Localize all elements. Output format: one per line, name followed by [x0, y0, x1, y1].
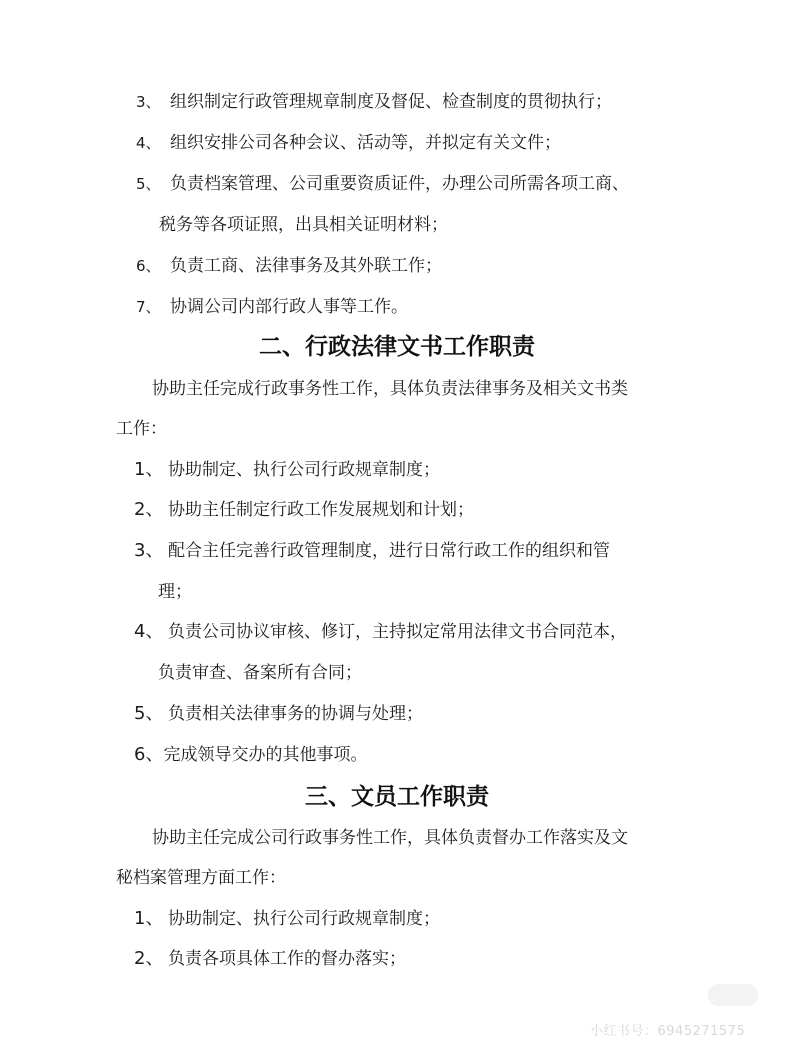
item-number: 2、	[134, 499, 164, 520]
item-number: 1、	[134, 908, 164, 929]
watermark-text: 小红书号：6945271575	[590, 1024, 746, 1039]
item-text: 协助制定、执行公司行政规章制度；	[168, 909, 440, 929]
item-number: 7、	[136, 298, 161, 316]
list-item	[134, 539, 610, 563]
section-intro-continuation: 工作：	[116, 419, 167, 439]
watermark-logo	[708, 984, 758, 1006]
item-text: 配合主任完善行政管理制度，进行日常行政工作的组织和管	[168, 541, 610, 561]
list-item	[134, 907, 440, 931]
item-number: 1、	[134, 459, 164, 480]
section-intro-continuation: 秘档案管理方面工作：	[116, 868, 286, 888]
item-text: 组织制定行政管理规章制度及督促、检查制度的贯彻执行；	[170, 92, 612, 112]
item-number: 6、	[134, 744, 164, 765]
item-number: 5、	[136, 175, 161, 193]
item-text: 负责各项具体工作的督办落实；	[168, 949, 406, 969]
item-text: 协助主任制定行政工作发展规划和计划；	[168, 500, 474, 520]
section-heading: 二、行政法律文书工作职责	[259, 334, 535, 360]
list-item-continuation: 理；	[158, 582, 192, 602]
item-text: 完成领导交办的其他事项。	[163, 745, 368, 765]
item-number: 3、	[136, 93, 161, 111]
section-intro: 协助主任完成公司行政事务性工作，具体负责督办工作落实及文	[152, 828, 628, 848]
list-item	[134, 743, 367, 767]
item-text: 负责档案管理、公司重要资质证件，办理公司所需各项工商、	[170, 174, 629, 194]
section-intro: 协助主任完成行政事务性工作，具体负责法律事务及相关文书类	[152, 379, 628, 399]
item-text: 负责公司协议审核、修订，主持拟定常用法律文书合同范本，	[168, 622, 627, 642]
item-text: 组织安排公司各种会议、活动等，并拟定有关文件；	[170, 133, 561, 153]
list-item	[134, 458, 440, 482]
list-item	[134, 702, 423, 726]
list-item	[136, 295, 408, 319]
list-item	[136, 172, 629, 196]
list-item	[136, 131, 561, 155]
list-item	[134, 620, 627, 644]
list-item	[136, 254, 442, 278]
item-number: 5、	[134, 703, 164, 724]
item-number: 2、	[134, 948, 164, 969]
list-item-continuation: 负责审查、备案所有合同；	[158, 663, 362, 683]
item-number: 6、	[136, 257, 161, 275]
item-number: 4、	[136, 134, 161, 152]
item-number: 4、	[134, 621, 164, 642]
item-text: 协调公司内部行政人事等工作。	[170, 297, 408, 317]
item-text: 协助制定、执行公司行政规章制度；	[168, 460, 440, 480]
item-text: 负责相关法律事务的协调与处理；	[168, 704, 423, 724]
list-item	[136, 90, 612, 114]
item-text: 负责工商、法律事务及其外联工作；	[170, 256, 442, 276]
item-number: 3、	[134, 540, 164, 561]
list-item-continuation: 税务等各项证照，出具相关证明材料；	[159, 215, 448, 235]
section-heading: 三、文员工作职责	[305, 784, 489, 810]
list-item	[134, 498, 474, 522]
list-item	[134, 947, 406, 971]
